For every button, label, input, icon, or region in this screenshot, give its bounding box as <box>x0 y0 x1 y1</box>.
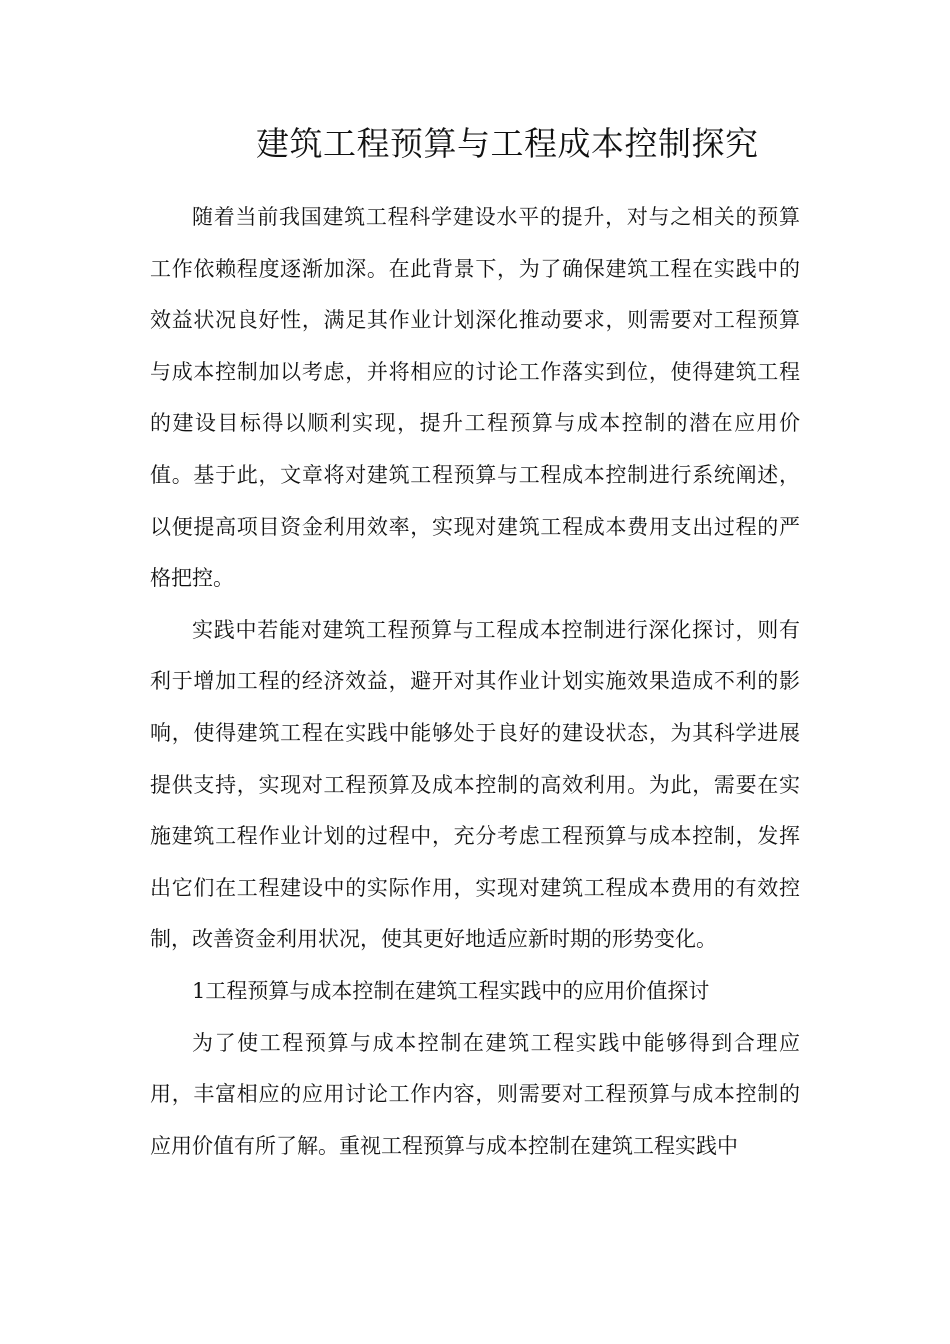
document-body <box>150 192 800 1172</box>
paragraph-practice: 实践中若能对建筑工程预算与工程成本控制进行深化探讨，则有利于增加工程的经济效益，避开对其作业计划实施效果造成不利的影响，使得建筑工程在实践中能够处于良好的建设状态，为其科学进展提供支持，实现对工程预算及成本控制的高效利用。为此，需要在实施建筑工程作业计划的过程中，充分考虑工程预算与成本控制，发挥出它们在工程建设中的实际作用，实现对建筑工程成本费用的有效控制，改善资金利用状况，使其更好地适应新时期的形势变化。 <box>150 617 800 952</box>
section-heading: 1工程预算与成本控制在建筑工程实践中的应用价值探讨 <box>192 978 710 1003</box>
paragraph-intro: 随着当前我国建筑工程科学建设水平的提升，对与之相关的预算工作依赖程度逐渐加深。在此背景下，为了确保建筑工程在实践中的效益状况良好性，满足其作业计划深化推动要求，则需要对工程预算与成本控制加以考虑，并将相应的讨论工作落实到位，使得建筑工程的建设目标得以顺利实现，提升工程预算与成本控制的潜在应用价值。基于此，文章将对建筑工程预算与工程成本控制进行系统阐述，以便提高项目资金利用效率，实现对建筑工程成本费用支出过程的严格把控。 <box>150 205 800 591</box>
paragraph-section: 为了使工程预算与成本控制在建筑工程实践中能够得到合理应用，丰富相应的应用讨论工作内容，则需要对工程预算与成本控制的应用价值有所了解。重视工程预算与成本控制在建筑工程实践中 <box>150 1030 800 1158</box>
page-title: 建筑工程预算与工程成本控制探究 <box>256 124 759 163</box>
